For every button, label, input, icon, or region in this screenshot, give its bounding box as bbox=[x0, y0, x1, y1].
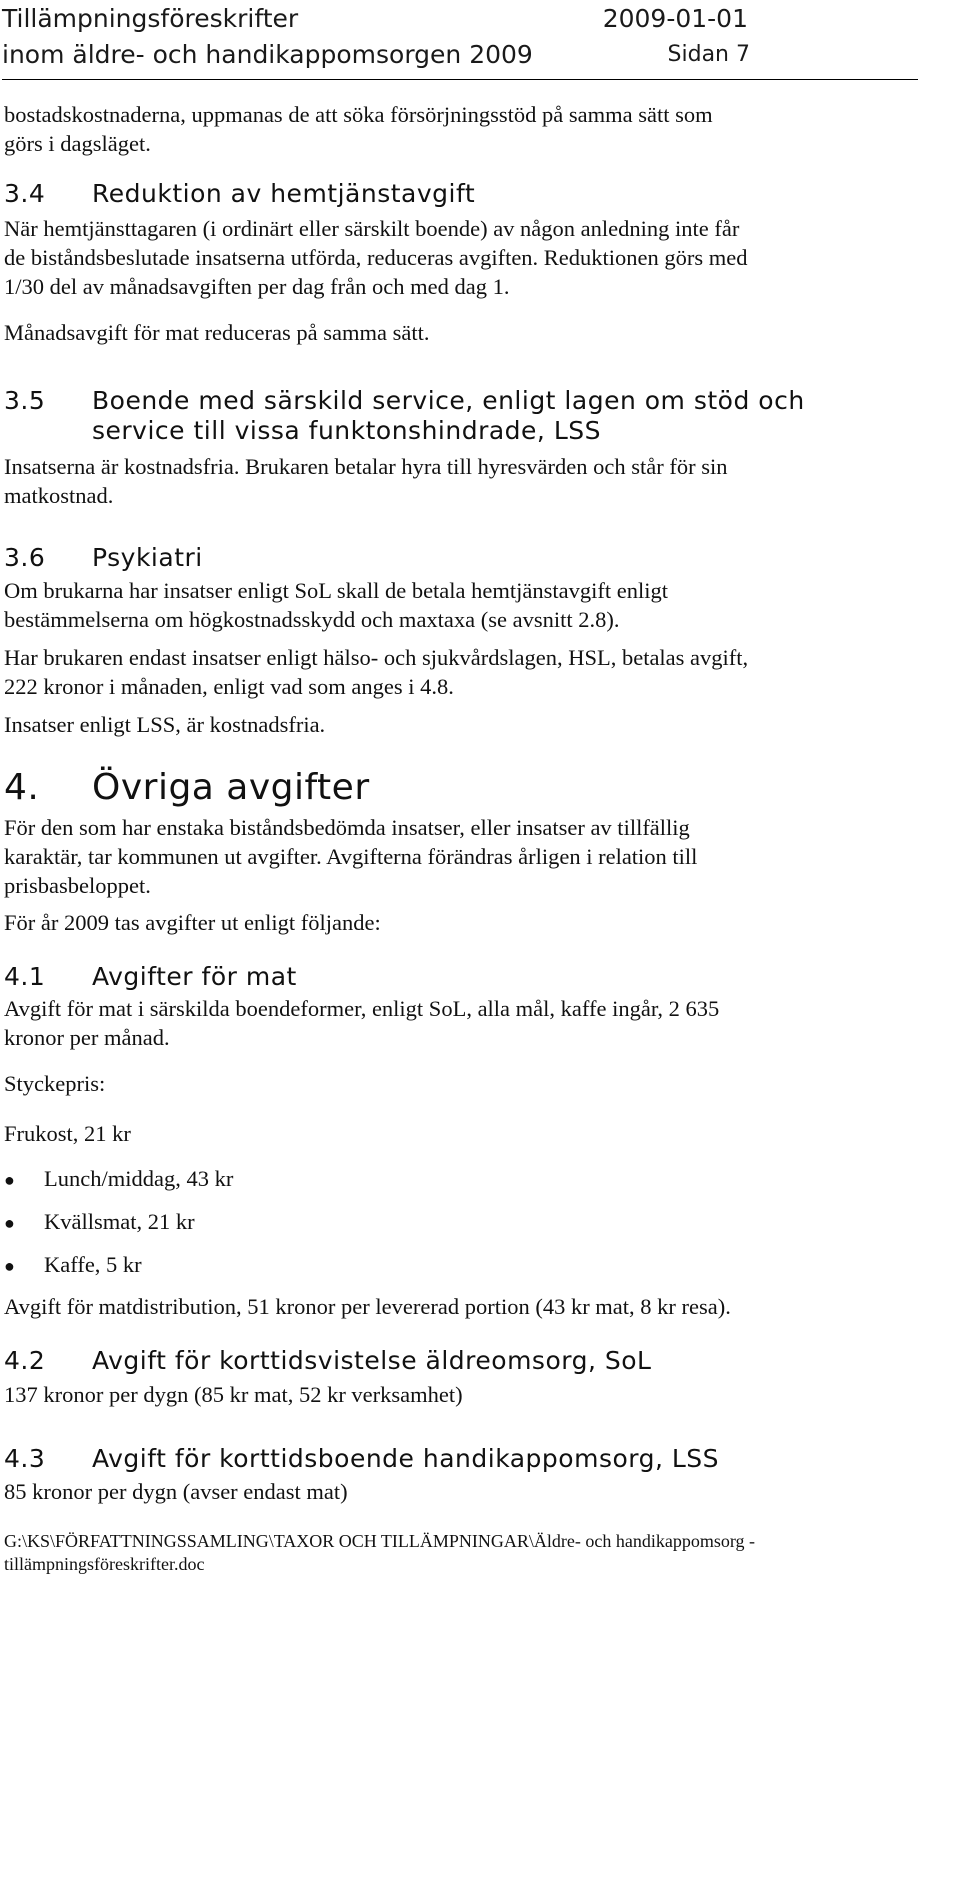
paragraph-line: Styckepris: bbox=[4, 1071, 106, 1096]
section-number: 3.5 bbox=[4, 386, 46, 415]
paragraph-line: Avgift för mat i särskilda boendeformer, enligt SoL, alla mål, kaffe ingår, 2 635 bbox=[4, 996, 720, 1021]
header-rule bbox=[2, 79, 918, 80]
paragraph-line: Månadsavgift för mat reduceras på samma sätt. bbox=[4, 320, 430, 345]
section-heading-4-1 bbox=[4, 964, 297, 989]
paragraph-line: kronor per månad. bbox=[4, 1025, 170, 1050]
section-title: Övriga avgifter bbox=[92, 767, 370, 808]
section-heading-4-2 bbox=[4, 1348, 651, 1373]
section-title: Reduktion av hemtjänstavgift bbox=[92, 179, 476, 208]
paragraph-line: Frukost, 21 kr bbox=[4, 1121, 131, 1146]
paragraph-line: prisbasbeloppet. bbox=[4, 873, 151, 898]
paragraph-line: 1/30 del av månadsavgiften per dag från och med dag 1. bbox=[4, 274, 510, 299]
bullet-dot-icon: ● bbox=[4, 1170, 15, 1190]
section-title: Psykiatri bbox=[92, 543, 203, 572]
list-item bbox=[4, 1211, 195, 1234]
header-page-number: Sidan 7 bbox=[667, 42, 750, 67]
paragraph-line: Insatserna är kostnadsfria. Brukaren betalar hyra till hyresvärden och står för sin bbox=[4, 454, 728, 479]
section-title: Avgift för korttidsboende handikappomsorg, LSS bbox=[92, 1444, 720, 1473]
section-heading-3-4 bbox=[4, 181, 475, 206]
section-number: 3.6 bbox=[4, 543, 46, 572]
header-date: 2009-01-01 bbox=[602, 4, 748, 33]
section-number: 4.2 bbox=[4, 1346, 46, 1375]
section-number: 4.1 bbox=[4, 962, 46, 991]
section-number: 3.4 bbox=[4, 179, 46, 208]
list-item bbox=[4, 1168, 233, 1191]
section-title-continued: service till vissa funktonshindrade, LSS bbox=[92, 416, 601, 445]
list-item-text: Lunch/middag, 43 kr bbox=[44, 1166, 234, 1191]
footer-file-path: G:\KS\FÖRFATTNINGSSAMLING\TAXOR OCH TILLÄMPNINGAR\Äldre- och handikappomsorg - bbox=[4, 1531, 756, 1551]
paragraph-line: Avgift för matdistribution, 51 kronor per levererad portion (43 kr mat, 8 kr resa). bbox=[4, 1294, 731, 1319]
paragraph-line: 222 kronor i månaden, enligt vad som anges i 4.8. bbox=[4, 674, 454, 699]
paragraph-line: bostadskostnaderna, uppmanas de att söka försörjningsstöd på samma sätt som bbox=[4, 102, 713, 127]
section-title: Boende med särskild service, enligt lagen om stöd och bbox=[92, 386, 805, 415]
paragraph-line: När hemtjänsttagaren (i ordinärt eller särskilt boende) av någon anledning inte får bbox=[4, 216, 740, 241]
paragraph-line: Insatser enligt LSS, är kostnadsfria. bbox=[4, 712, 326, 737]
paragraph-line: Har brukaren endast insatser enligt hälso- och sjukvårdslagen, HSL, betalas avgift, bbox=[4, 645, 749, 670]
section-heading-4 bbox=[4, 767, 370, 808]
footer-file-name: tillämpningsföreskrifter.doc bbox=[4, 1554, 205, 1574]
section-number: 4. bbox=[4, 767, 40, 808]
list-item-text: Kvällsmat, 21 kr bbox=[44, 1209, 195, 1234]
paragraph-line: karaktär, tar kommunen ut avgifter. Avgifterna förändras årligen i relation till bbox=[4, 844, 698, 869]
paragraph-line: de biståndsbeslutade insatserna utförda, reduceras avgiften. Reduktionen görs med bbox=[4, 245, 748, 270]
paragraph-line: 85 kronor per dygn (avser endast mat) bbox=[4, 1479, 348, 1504]
section-title: Avgift för korttidsvistelse äldreomsorg, SoL bbox=[92, 1346, 652, 1375]
header-title: Tillämpningsföreskrifter bbox=[2, 4, 299, 33]
header-subtitle: inom äldre- och handikappomsorgen 2009 bbox=[2, 40, 533, 69]
paragraph-line: För år 2009 tas avgifter ut enligt följande: bbox=[4, 910, 381, 935]
section-heading-3-6 bbox=[4, 545, 203, 570]
paragraph-line: matkostnad. bbox=[4, 483, 114, 508]
list-item bbox=[4, 1254, 142, 1277]
section-heading-4-3 bbox=[4, 1446, 719, 1471]
bullet-dot-icon: ● bbox=[4, 1256, 15, 1276]
section-title: Avgifter för mat bbox=[92, 962, 297, 991]
section-heading-3-5 bbox=[4, 388, 805, 413]
paragraph-line: Om brukarna har insatser enligt SoL skall de betala hemtjänstavgift enligt bbox=[4, 578, 668, 603]
list-item-text: Kaffe, 5 kr bbox=[44, 1252, 142, 1277]
paragraph-line: görs i dagsläget. bbox=[4, 131, 151, 156]
paragraph-line: För den som har enstaka biståndsbedömda insatser, eller insatser av tillfällig bbox=[4, 815, 690, 840]
bullet-dot-icon: ● bbox=[4, 1213, 15, 1233]
section-number: 4.3 bbox=[4, 1444, 46, 1473]
paragraph-line: 137 kronor per dygn (85 kr mat, 52 kr verksamhet) bbox=[4, 1382, 463, 1407]
paragraph-line: bestämmelserna om högkostnadsskydd och maxtaxa (se avsnitt 2.8). bbox=[4, 607, 620, 632]
